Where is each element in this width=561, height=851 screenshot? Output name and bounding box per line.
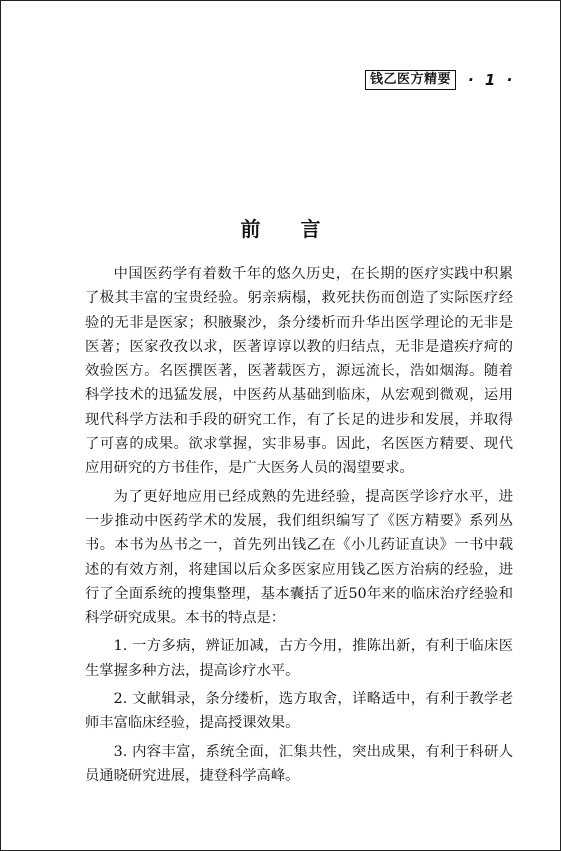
feature-item-1: 1. 一方多病，辨证加减，古方今用，推陈出新，有利于临床医生掌握多种方法，提高诊疗水平。 — [85, 638, 513, 679]
paragraph-intro: 中国医药学有着数千年的悠久历史，在长期的医疗实践中积累了极其丰富的宝贵经验。躬亲病榻，救死扶伤而创造了实际医疗经验的无非是医家；积腋聚沙，条分缕析而升华出医学理论的无非是医著；医家孜孜以求，医著谆谆以教的归结点，无非是遣疾疗疴的效验医方。名医撰医著，医著载医方，源远流长，浩如烟海。随着科学技术的迅猛发展，中医药从基础到临床，从宏观到微观，运用现代科学方法和手段的研究工作，有了长足的进步和发展，并取得了可喜的成果。欲求掌握，实非易事。因此，名医医方精要、现代应用研究的方书佳作，是广大医务人员的渴望要求。 — [85, 266, 513, 477]
feature-item-2: 2. 文献辑录，条分缕析，选方取舍，详略适中，有利于教学老师丰富临床经验，提高授课效果。 — [85, 691, 513, 732]
running-header — [365, 70, 515, 90]
page-number: · 1 · — [468, 71, 516, 89]
section-title: 前言 — [240, 217, 361, 241]
body-text — [85, 262, 513, 788]
book-title-header: 钱乙医方精要 — [365, 70, 456, 90]
feature-item-3: 3. 内容丰富，系统全面，汇集共性，突出成果，有利于科研人员通晓研究进展，捷登科学高峰。 — [85, 743, 513, 784]
paragraph-purpose: 为了更好地应用已经成熟的先进经验，提高医学诊疗水平，进一步推动中医药学术的发展，我们组织编写了《医方精要》系列丛书。本书为丛书之一，首先列出钱乙在《小儿药证直诀》一书中载述的有效方剂，将建国以后众多医家应用钱乙医方治病的经验，进行了全面系统的搜集整理，基本囊括了近50年来的临床治疗经验和科学研究成果。本书的特点是： — [85, 488, 513, 627]
